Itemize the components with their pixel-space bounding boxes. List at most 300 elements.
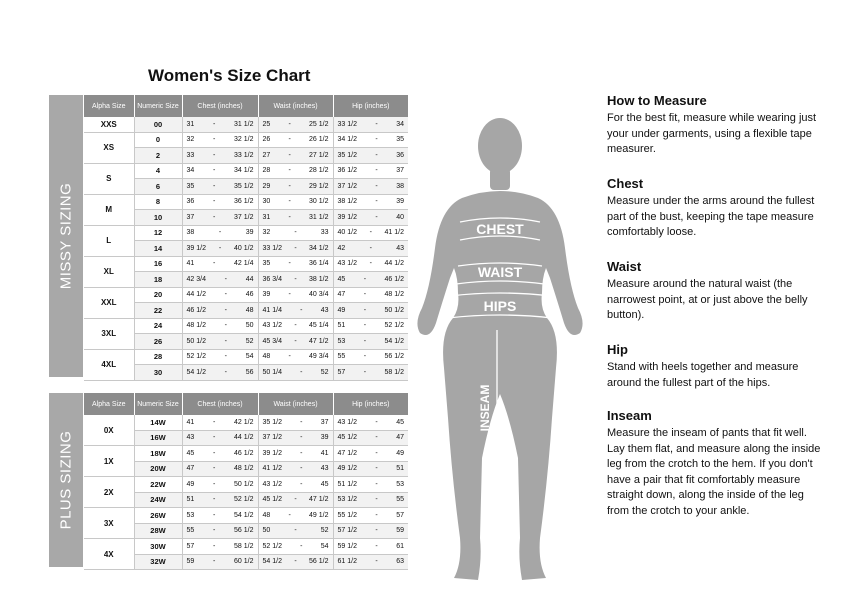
chest-text: Measure under the arms around the fullest part of the bust, keeping the tape measure comfortably loose. [607, 195, 815, 238]
missy-header-row [84, 95, 408, 117]
range-dash: - [369, 229, 372, 237]
range-dash: - [300, 434, 303, 442]
waist-range-cell [258, 132, 333, 148]
chest-min-value: 55 [186, 527, 195, 535]
waist-min-value: 30 [262, 198, 271, 206]
hip-min-value: 35 1/2 [337, 151, 357, 159]
header-waist: Waist (inches) [258, 393, 333, 415]
chest-min-value: 44 1/2 [186, 291, 206, 299]
hip-max-value: 47 [396, 434, 404, 442]
range-dash: - [300, 542, 303, 550]
waist-range-cell [258, 117, 333, 132]
range-dash: - [288, 260, 291, 268]
range-dash: - [300, 306, 303, 314]
waist-range-cell [258, 318, 333, 334]
range-dash: - [212, 542, 216, 550]
numeric-size-cell: 28W [134, 523, 182, 539]
chest-range-cell [182, 539, 258, 555]
waist-figure-label: WAIST [477, 264, 523, 280]
hip-min-value: 49 1/2 [337, 465, 357, 473]
range-dash: - [212, 496, 216, 504]
range-dash: - [375, 449, 378, 457]
waist-range-cell [258, 461, 333, 477]
numeric-size-cell: 00 [134, 117, 182, 132]
range-dash: - [212, 167, 216, 175]
hip-range-cell [333, 163, 408, 179]
hip-max-value: 54 1/2 [384, 337, 404, 345]
waist-range-cell [258, 287, 333, 303]
waist-range-cell [258, 194, 333, 210]
hip-range-cell [333, 318, 408, 334]
chest-min-value: 35 [186, 182, 195, 190]
waist-range-cell [258, 210, 333, 226]
numeric-size-cell: 26W [134, 508, 182, 524]
hip-range-cell [333, 365, 408, 381]
range-dash: - [224, 306, 227, 314]
range-dash: - [288, 511, 291, 519]
hip-range-cell [333, 225, 408, 241]
waist-max-value: 31 1/2 [309, 213, 329, 221]
waist-max-value: 56 1/2 [309, 558, 329, 566]
numeric-size-cell: 20W [134, 461, 182, 477]
numeric-size-cell: 32W [134, 554, 182, 570]
chest-title: Chest [607, 176, 644, 191]
table-row [84, 287, 408, 303]
range-dash: - [294, 229, 297, 237]
waist-max-value: 54 [320, 542, 329, 550]
waist-max-value: 43 [320, 465, 329, 473]
hip-min-value: 43 1/2 [337, 260, 357, 268]
hip-min-value: 40 1/2 [337, 229, 357, 237]
hip-min-value: 37 1/2 [337, 182, 357, 190]
waist-min-value: 43 1/2 [262, 480, 282, 488]
chest-min-value: 47 [186, 465, 195, 473]
waist-min-value: 48 [262, 511, 271, 519]
range-dash: - [300, 480, 303, 488]
range-dash: - [300, 368, 303, 376]
table-row [84, 446, 408, 462]
waist-range-cell [258, 508, 333, 524]
range-dash: - [375, 434, 378, 442]
hip-max-value: 41 1/2 [384, 229, 404, 237]
chest-min-value: 50 1/2 [186, 337, 206, 345]
chest-max-value: 42 1/2 [234, 418, 254, 426]
table-row [84, 163, 408, 179]
range-dash: - [300, 418, 303, 426]
waist-min-value: 31 [262, 213, 271, 221]
range-dash: - [294, 527, 297, 535]
range-dash: - [363, 291, 367, 299]
range-dash: - [212, 213, 216, 221]
hip-min-value: 42 [337, 244, 346, 252]
waist-max-value: 34 1/2 [309, 244, 329, 252]
waist-range-cell [258, 446, 333, 462]
chest-min-value: 52 1/2 [186, 353, 206, 361]
table-row [84, 415, 408, 430]
hip-range-cell [333, 554, 408, 570]
waist-range-cell [258, 256, 333, 272]
hip-max-value: 38 [396, 182, 404, 190]
chest-max-value: 48 [245, 306, 254, 314]
alpha-size-cell: 3X [84, 508, 134, 539]
range-dash: - [212, 260, 216, 268]
header-hip: Hip (inches) [333, 95, 408, 117]
waist-max-value: 25 1/2 [309, 120, 329, 128]
chest-max-value: 56 [245, 368, 254, 376]
range-dash: - [212, 465, 216, 473]
waist-range-cell [258, 492, 333, 508]
range-dash: - [212, 449, 216, 457]
hip-range-cell [333, 446, 408, 462]
waist-range-cell [258, 241, 333, 257]
range-dash: - [294, 275, 297, 283]
numeric-size-cell: 20 [134, 287, 182, 303]
chest-max-value: 52 [245, 337, 254, 345]
waist-max-value: 41 [320, 449, 329, 457]
numeric-size-cell: 22 [134, 303, 182, 319]
chest-min-value: 45 [186, 449, 195, 457]
waist-max-value: 40 3/4 [309, 291, 329, 299]
waist-min-value: 29 [262, 182, 271, 190]
waist-min-value: 41 1/4 [262, 306, 282, 314]
hip-max-value: 49 [396, 449, 404, 457]
hip-section [607, 342, 822, 391]
chest-range-cell [182, 318, 258, 334]
plus-size-table [84, 393, 408, 570]
missy-size-table [84, 95, 408, 381]
silhouette-shape [417, 118, 582, 580]
range-dash: - [212, 182, 216, 190]
range-dash: - [224, 291, 227, 299]
chest-min-value: 31 [186, 120, 195, 128]
hip-max-value: 37 [396, 167, 404, 175]
chest-figure-label: CHEST [476, 221, 524, 237]
chest-section [607, 176, 822, 241]
hip-min-value: 39 1/2 [337, 213, 357, 221]
range-dash: - [212, 136, 216, 144]
waist-max-value: 43 [320, 306, 329, 314]
inseam-section [607, 408, 822, 519]
hip-min-value: 43 1/2 [337, 418, 357, 426]
hip-max-value: 35 [396, 136, 404, 144]
waist-max-value: 52 [320, 527, 329, 535]
hip-max-value: 61 [396, 542, 404, 550]
hip-max-value: 52 1/2 [384, 322, 404, 330]
numeric-size-cell: 22W [134, 477, 182, 493]
alpha-size-cell: XXL [84, 287, 134, 318]
waist-range-cell [258, 334, 333, 350]
hip-min-value: 53 1/2 [337, 496, 357, 504]
alpha-size-cell: 4XL [84, 349, 134, 380]
hip-range-cell [333, 287, 408, 303]
hip-max-value: 40 [396, 213, 404, 221]
waist-max-value: 49 3/4 [309, 353, 329, 361]
numeric-size-cell: 4 [134, 163, 182, 179]
hip-max-value: 39 [396, 198, 404, 206]
waist-min-value: 52 1/2 [262, 542, 282, 550]
missy-sizing-label: MISSY SIZING [49, 95, 83, 377]
range-dash: - [294, 558, 297, 566]
range-dash: - [288, 167, 291, 175]
chest-max-value: 50 1/2 [234, 480, 254, 488]
chest-range-cell [182, 117, 258, 132]
chest-min-value: 38 [186, 229, 195, 237]
waist-min-value: 32 [262, 229, 271, 237]
chest-max-value: 42 1/4 [234, 260, 254, 268]
numeric-size-cell: 14 [134, 241, 182, 257]
hip-min-value: 59 1/2 [337, 542, 357, 550]
chest-min-value: 51 [186, 496, 195, 504]
chest-range-cell [182, 477, 258, 493]
hip-max-value: 43 [396, 244, 404, 252]
range-dash: - [363, 337, 367, 345]
waist-range-cell [258, 523, 333, 539]
hip-range-cell [333, 461, 408, 477]
range-dash: - [212, 418, 216, 426]
waist-text: Measure around the natural waist (the narrowest point, at or just above the belly button). [607, 278, 808, 321]
chest-min-value: 42 3/4 [186, 275, 206, 283]
range-dash: - [212, 198, 216, 206]
numeric-size-cell: 26 [134, 334, 182, 350]
waist-min-value: 33 1/2 [262, 244, 282, 252]
hip-max-value: 48 1/2 [384, 291, 404, 299]
chest-min-value: 59 [186, 558, 195, 566]
chest-range-cell [182, 241, 258, 257]
waist-min-value: 27 [262, 151, 271, 159]
waist-max-value: 45 [320, 480, 329, 488]
chest-range-cell [182, 461, 258, 477]
waist-min-value: 48 [262, 353, 271, 361]
chest-max-value: 48 1/2 [234, 465, 254, 473]
range-dash: - [212, 558, 216, 566]
hip-max-value: 34 [396, 120, 404, 128]
waist-range-cell [258, 225, 333, 241]
range-dash: - [375, 496, 378, 504]
waist-section [607, 259, 822, 324]
range-dash: - [375, 418, 378, 426]
hip-max-value: 58 1/2 [384, 368, 404, 376]
range-dash: - [375, 558, 378, 566]
page-title: Women's Size Chart [148, 66, 311, 85]
header-numeric-size: Numeric Size [134, 393, 182, 415]
chest-range-cell [182, 523, 258, 539]
alpha-size-cell: L [84, 225, 134, 256]
waist-max-value: 33 [320, 229, 329, 237]
range-dash: - [294, 337, 297, 345]
inseam-figure-label: INSEAM [478, 384, 492, 432]
table-row [84, 194, 408, 210]
header-chest: Chest (inches) [182, 95, 258, 117]
hip-range-cell [333, 508, 408, 524]
chest-max-value: 46 [245, 291, 254, 299]
chest-max-value: 52 1/2 [234, 496, 254, 504]
range-dash: - [212, 151, 216, 159]
waist-min-value: 43 1/2 [262, 322, 282, 330]
numeric-size-cell: 2 [134, 148, 182, 164]
hip-max-value: 46 1/2 [384, 275, 404, 283]
waist-max-value: 36 1/4 [309, 260, 329, 268]
numeric-size-cell: 28 [134, 349, 182, 365]
range-dash: - [300, 465, 303, 473]
hip-max-value: 45 [396, 418, 404, 426]
hip-max-value: 56 1/2 [384, 353, 404, 361]
header-waist: Waist (inches) [258, 95, 333, 117]
hip-max-value: 44 1/2 [384, 260, 404, 268]
chest-max-value: 39 [245, 229, 254, 237]
chest-min-value: 53 [186, 511, 195, 519]
alpha-size-cell: XXS [84, 117, 134, 132]
waist-max-value: 39 [320, 434, 329, 442]
range-dash: - [288, 120, 291, 128]
waist-min-value: 45 1/2 [262, 496, 282, 504]
range-dash: - [224, 337, 227, 345]
waist-min-value: 28 [262, 167, 271, 175]
hip-range-cell [333, 334, 408, 350]
numeric-size-cell: 24W [134, 492, 182, 508]
hip-min-value: 57 [337, 368, 346, 376]
numeric-size-cell: 18W [134, 446, 182, 462]
waist-min-value: 39 1/2 [262, 449, 282, 457]
alpha-size-cell: 2X [84, 477, 134, 508]
chest-min-value: 39 1/2 [186, 244, 206, 252]
numeric-size-cell: 16W [134, 430, 182, 446]
range-dash: - [294, 496, 297, 504]
hip-range-cell [333, 117, 408, 132]
hip-range-cell [333, 539, 408, 555]
waist-max-value: 45 1/4 [309, 322, 329, 330]
alpha-size-cell: 4X [84, 539, 134, 570]
range-dash: - [212, 527, 216, 535]
hip-min-value: 57 1/2 [337, 527, 357, 535]
numeric-size-cell: 8 [134, 194, 182, 210]
chest-min-value: 54 1/2 [186, 368, 206, 376]
waist-min-value: 35 1/2 [262, 418, 282, 426]
chest-max-value: 40 1/2 [234, 244, 254, 252]
chest-range-cell [182, 148, 258, 164]
range-dash: - [375, 542, 378, 550]
chest-range-cell [182, 256, 258, 272]
range-dash: - [375, 198, 378, 206]
hip-max-value: 51 [396, 465, 404, 473]
body-silhouette [410, 118, 590, 588]
header-numeric-size: Numeric Size [134, 95, 182, 117]
waist-max-value: 49 1/2 [309, 511, 329, 519]
chest-max-value: 32 1/2 [234, 136, 254, 144]
range-dash: - [363, 322, 367, 330]
table-row [84, 508, 408, 524]
hip-min-value: 33 1/2 [337, 120, 357, 128]
alpha-size-cell: M [84, 194, 134, 225]
waist-min-value: 50 [262, 527, 271, 535]
waist-min-value: 26 [262, 136, 271, 144]
chest-max-value: 44 [245, 275, 254, 283]
chest-range-cell [182, 303, 258, 319]
waist-range-cell [258, 539, 333, 555]
numeric-size-cell: 30W [134, 539, 182, 555]
table-row [84, 477, 408, 493]
waist-min-value: 39 [262, 291, 271, 299]
header-alpha-size: Alpha Size [84, 95, 134, 117]
chest-max-value: 54 [245, 353, 254, 361]
range-dash: - [288, 136, 291, 144]
chest-range-cell [182, 132, 258, 148]
range-dash: - [363, 306, 367, 314]
numeric-size-cell: 10 [134, 210, 182, 226]
range-dash: - [375, 465, 378, 473]
waist-range-cell [258, 554, 333, 570]
hip-max-value: 57 [396, 511, 404, 519]
waist-min-value: 25 [262, 120, 271, 128]
waist-max-value: 27 1/2 [309, 151, 329, 159]
numeric-size-cell: 6 [134, 179, 182, 195]
hip-min-value: 51 [337, 322, 346, 330]
hip-range-cell [333, 523, 408, 539]
waist-range-cell [258, 415, 333, 430]
alpha-size-cell: S [84, 163, 134, 194]
waist-max-value: 52 [320, 368, 329, 376]
hip-range-cell [333, 272, 408, 288]
hip-min-value: 51 1/2 [337, 480, 357, 488]
chest-max-value: 35 1/2 [234, 182, 254, 190]
range-dash: - [224, 368, 227, 376]
range-dash: - [375, 151, 378, 159]
waist-max-value: 28 1/2 [309, 167, 329, 175]
numeric-size-cell: 24 [134, 318, 182, 334]
range-dash: - [288, 213, 291, 221]
range-dash: - [288, 353, 291, 361]
range-dash: - [300, 449, 303, 457]
hip-min-value: 45 [337, 275, 346, 283]
hip-range-cell [333, 477, 408, 493]
range-dash: - [288, 291, 291, 299]
chest-min-value: 57 [186, 542, 195, 550]
inseam-title: Inseam [607, 408, 652, 423]
how-to-measure-title: How to Measure [607, 93, 707, 108]
numeric-size-cell: 16 [134, 256, 182, 272]
range-dash: - [369, 244, 372, 252]
plus-header-row [84, 393, 408, 415]
chest-min-value: 33 [186, 151, 195, 159]
hip-max-value: 53 [396, 480, 404, 488]
chest-min-value: 43 [186, 434, 195, 442]
hip-min-value: 55 [337, 353, 346, 361]
range-dash: - [375, 213, 378, 221]
chest-max-value: 36 1/2 [234, 198, 254, 206]
hip-range-cell [333, 210, 408, 226]
chest-max-value: 37 1/2 [234, 213, 254, 221]
plus-sizing-label: PLUS SIZING [49, 393, 83, 567]
waist-range-cell [258, 272, 333, 288]
waist-range-cell [258, 148, 333, 164]
inseam-text: Measure the inseam of pants that fit well. Lay them flat, and measure along the inside leg from the crotch to the hem. If you don't have a pair that fit comfortably measure straight down, along the inside of the leg from the crotch to your ankle. [607, 427, 821, 517]
chest-range-cell [182, 163, 258, 179]
hip-max-value: 59 [396, 527, 404, 535]
chest-range-cell [182, 334, 258, 350]
waist-range-cell [258, 179, 333, 195]
range-dash: - [218, 229, 222, 237]
hip-max-value: 36 [396, 151, 404, 159]
range-dash: - [363, 368, 367, 376]
hip-range-cell [333, 179, 408, 195]
chest-min-value: 36 [186, 198, 195, 206]
chest-range-cell [182, 508, 258, 524]
hip-range-cell [333, 148, 408, 164]
hip-min-value: 49 [337, 306, 346, 314]
chest-range-cell [182, 492, 258, 508]
waist-range-cell [258, 477, 333, 493]
chest-max-value: 50 [245, 322, 254, 330]
alpha-size-cell: 1X [84, 446, 134, 477]
